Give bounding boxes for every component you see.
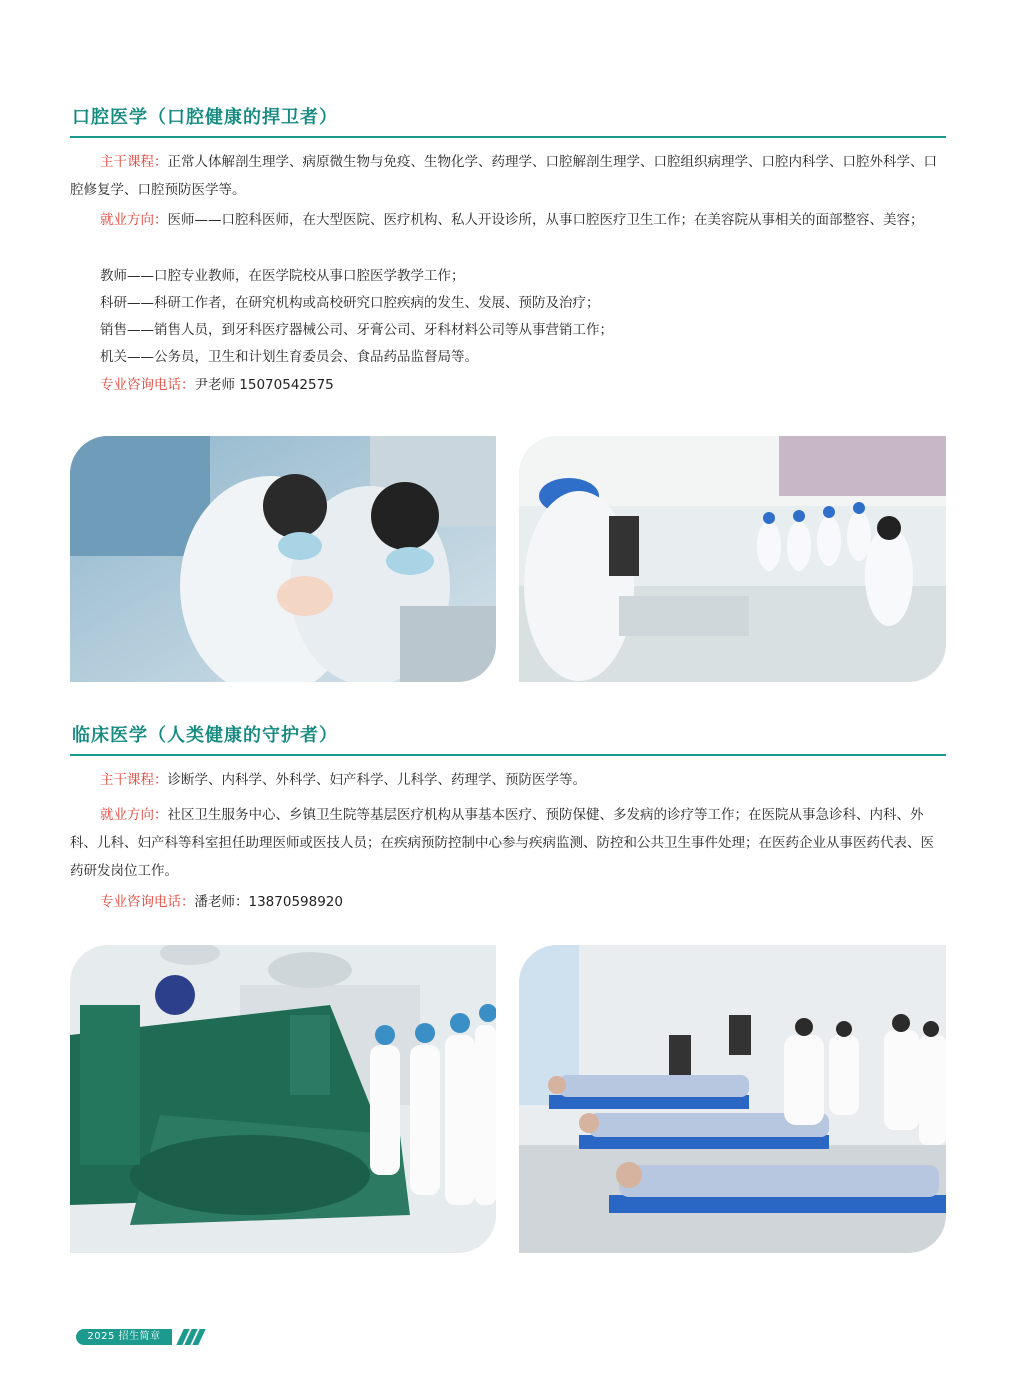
footer-brochure-label: 2025 招生简章 bbox=[76, 1329, 172, 1345]
clinical-ward-training-photo bbox=[519, 945, 946, 1253]
dental-classroom-photo bbox=[519, 436, 946, 682]
oral-phone bbox=[70, 371, 946, 399]
clinical-section-title: 临床医学（人类健康的守护者） bbox=[72, 725, 338, 746]
clinical-career bbox=[70, 801, 946, 885]
clinical-career-text: 社区卫生服务中心、乡镇卫生院等基层医疗机构从事基本医疗、预防保健、多发病的诊疗等工作；在医院从事急诊科、内科、外科、儿科、妇产科等科室担任助理医师或医技人员；在疾病预防控制中心参与疾病监测、防控和公共卫生事件处理；在医药企业从事医药代表、医药研发岗位工作。 bbox=[70, 807, 934, 879]
clinical-career-label: 就业方向： bbox=[100, 807, 168, 823]
oral-career-teacher: 教师——口腔专业教师，在医学院校从事口腔医学教学工作； bbox=[100, 268, 465, 284]
oral-courses bbox=[70, 148, 946, 204]
dental-practice-photo bbox=[70, 436, 496, 682]
oral-career-research: 科研——科研工作者，在研究机构或高校研究口腔疾病的发生、发展、预防及治疗； bbox=[100, 295, 600, 311]
oral-career-sales: 销售——销售人员，到牙科医疗器械公司、牙膏公司、牙科材料公司等从事营销工作； bbox=[100, 322, 613, 338]
oral-phone-label: 专业咨询电话： bbox=[100, 377, 195, 393]
oral-courses-text: 正常人体解剖生理学、病原微生物与免疫、生物化学、药理学、口腔解剖生理学、口腔组织病理学、口腔内科学、口腔外科学、口腔修复学、口腔预防医学等。 bbox=[70, 154, 937, 198]
clinical-phone-text: 潘老师：13870598920 bbox=[194, 894, 343, 910]
oral-career-label: 就业方向： bbox=[100, 212, 168, 228]
surgery-training-photo bbox=[70, 945, 496, 1253]
oral-title-rule bbox=[70, 136, 946, 138]
oral-phone-text: 尹老师 15070542575 bbox=[194, 377, 334, 393]
clinical-phone-label: 专业咨询电话： bbox=[100, 894, 195, 910]
clinical-title-rule bbox=[70, 754, 946, 756]
oral-courses-label: 主干课程： bbox=[100, 154, 168, 170]
oral-career bbox=[70, 206, 946, 234]
clinical-phone bbox=[70, 888, 946, 916]
oral-career-office: 机关——公务员，卫生和计划生育委员会、食品药品监督局等。 bbox=[100, 349, 478, 365]
clinical-courses-label: 主干课程： bbox=[100, 772, 168, 788]
oral-section-title: 口腔医学（口腔健康的捍卫者） bbox=[72, 107, 338, 128]
oral-career-text: 医师——口腔科医师，在大型医院、医疗机构、私人开设诊所，从事口腔医疗卫生工作；在美容院从事相关的面部整容、美容； bbox=[167, 212, 924, 228]
clinical-courses bbox=[70, 766, 946, 794]
clinical-courses-text: 诊断学、内科学、外科学、妇产科学、儿科学、药理学、预防医学等。 bbox=[167, 772, 586, 788]
